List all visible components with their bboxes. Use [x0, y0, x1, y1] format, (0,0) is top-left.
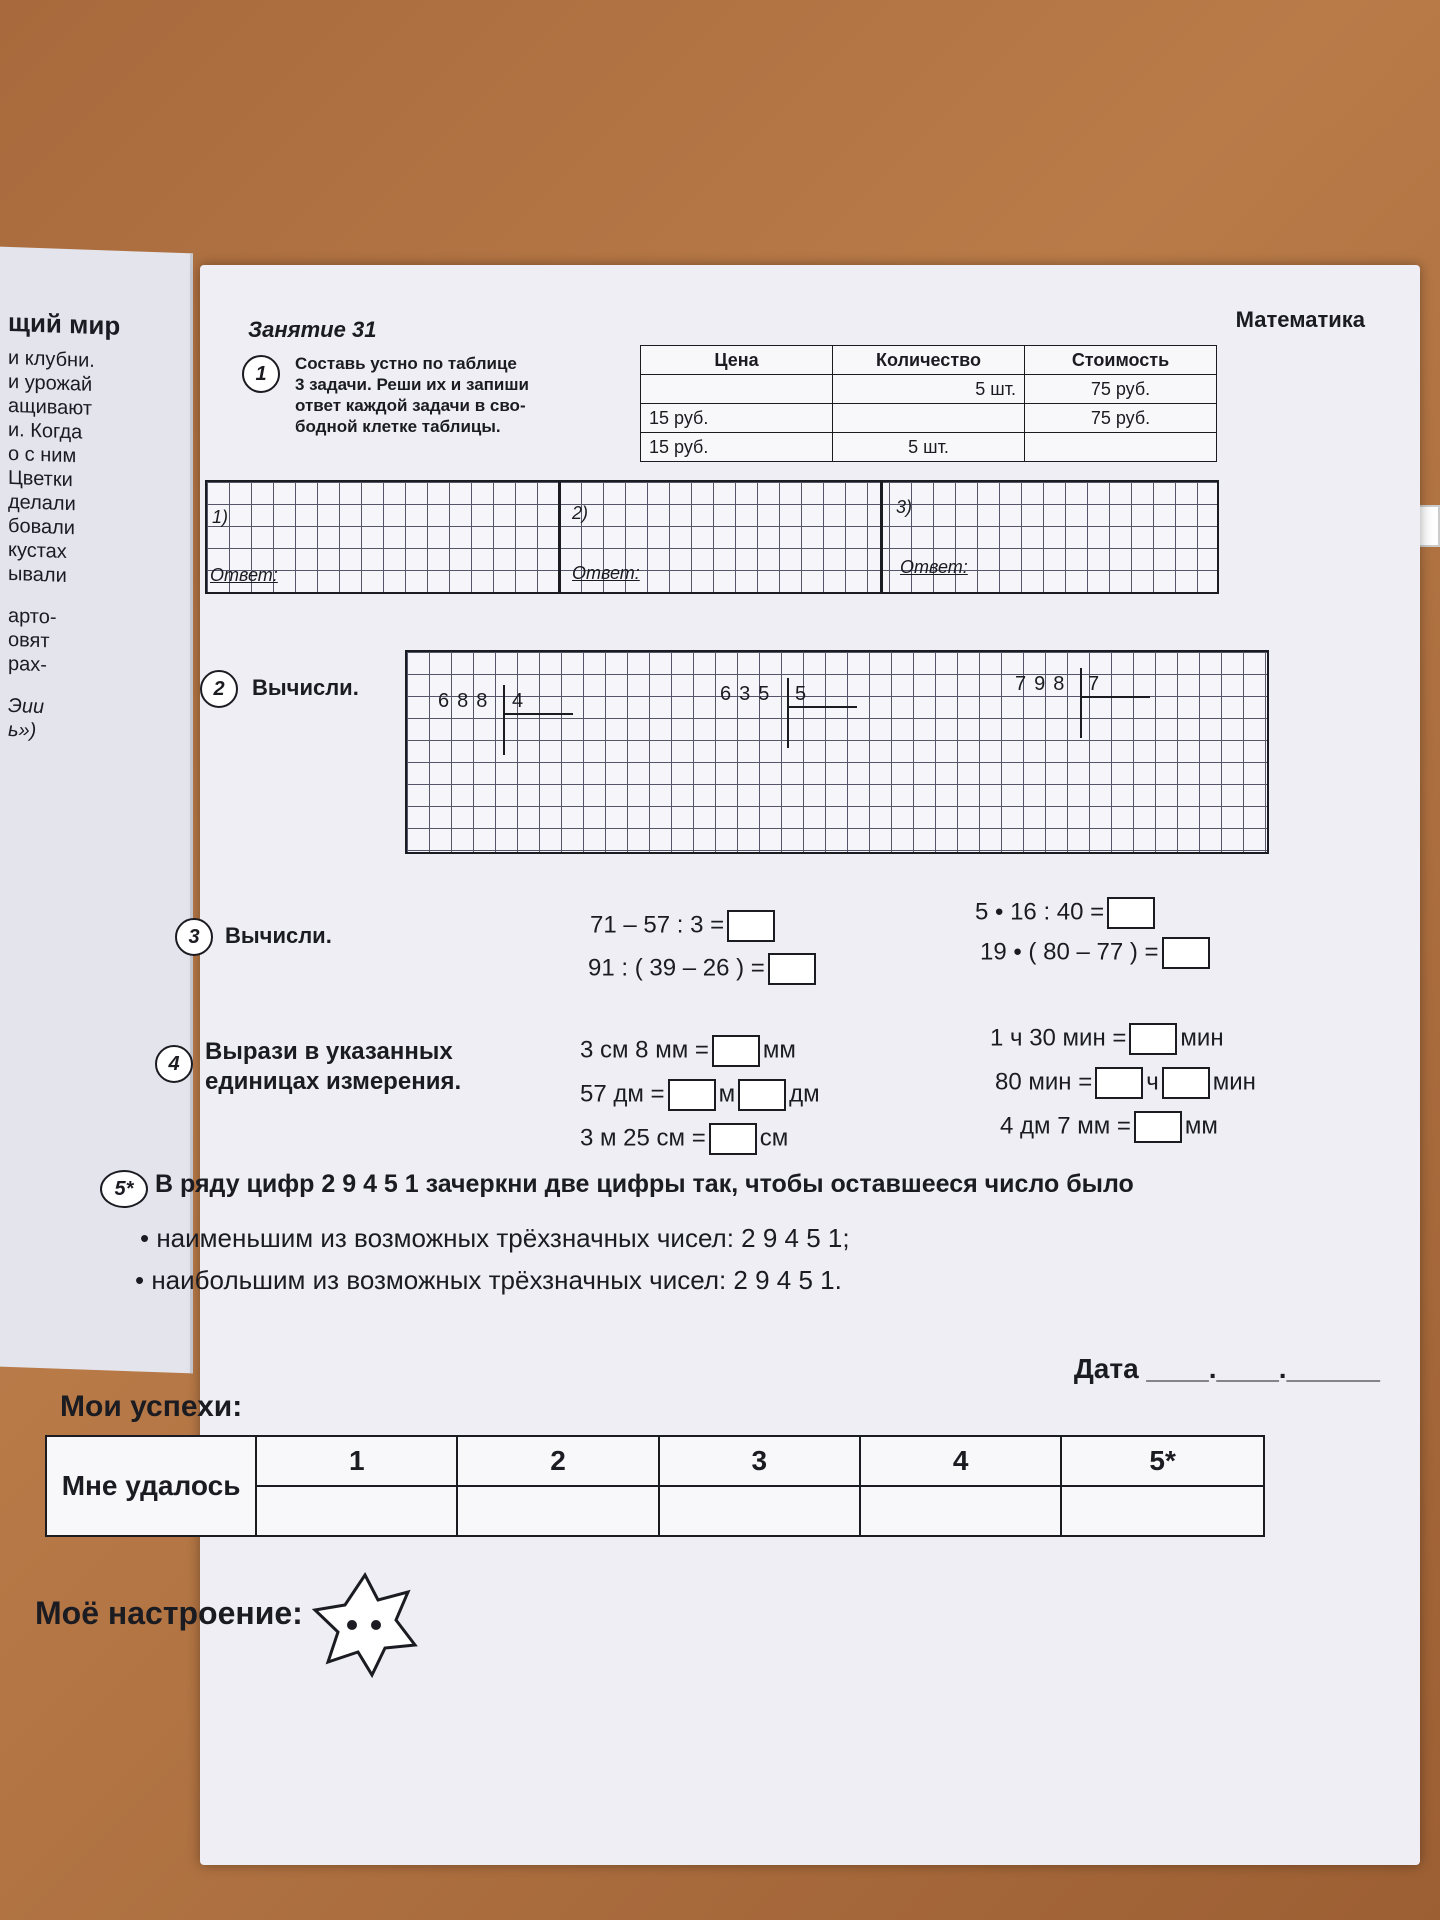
conversion-item: 3 см 8 мм = мм: [580, 1035, 796, 1067]
task-number-badge: 5*: [100, 1170, 148, 1208]
grid-label: 3): [896, 497, 913, 517]
division-bar: [787, 678, 789, 748]
subject-title: Математика: [1235, 307, 1365, 332]
table-cell[interactable]: [641, 375, 833, 404]
left-page-line: о с ним: [8, 442, 77, 468]
answer-box[interactable]: [712, 1035, 760, 1067]
answer-label: Ответ:: [210, 565, 278, 585]
answer-box[interactable]: [1134, 1111, 1182, 1143]
left-page-line: рах-: [8, 652, 47, 677]
table-cell[interactable]: 75 руб.: [1025, 375, 1217, 404]
success-column-header: 1: [256, 1436, 457, 1486]
left-page-line: и. Когда: [8, 418, 83, 444]
expression: 5 • 16 : 40 =: [975, 897, 1158, 929]
division-bar: [503, 685, 505, 755]
left-page-line: овят: [8, 628, 50, 653]
task1-answer-grid[interactable]: [205, 480, 1219, 594]
conversion-item: 80 мин = ч мин: [995, 1067, 1256, 1099]
task-number-badge: 1: [242, 355, 280, 393]
answer-box[interactable]: [1107, 897, 1155, 929]
task5-text: В ряду цифр 2 9 4 5 1 зачеркни две цифры так, чтобы оставшееся число было: [155, 1170, 1134, 1198]
date-field[interactable]: Дата ____.____.______: [1073, 1353, 1380, 1384]
grid-label: 2): [572, 503, 589, 523]
task1-line: 3 задачи. Реши их и запиши: [295, 375, 529, 394]
price-table: [640, 345, 1217, 462]
success-row-label: Мне удалось: [46, 1436, 256, 1536]
success-column-header: 2: [457, 1436, 658, 1486]
task4-title-line: единицах измерения.: [205, 1068, 462, 1095]
left-page-line: делали: [8, 490, 76, 516]
left-page: [0, 247, 193, 1374]
task5-bullet: • наибольшим из возможных трёхзначных чисел: 2 9 4 5 1.: [135, 1265, 842, 1295]
left-page-line: Цветки: [8, 466, 73, 492]
answer-box[interactable]: [768, 953, 816, 985]
task1-line: ответ каждой задачи в сво-: [295, 396, 526, 415]
table-cell[interactable]: 5 шт.: [833, 433, 1025, 462]
left-page-line: бовали: [8, 514, 75, 540]
left-page-title: щий мир: [8, 306, 121, 341]
conversion-item: 1 ч 30 мин = мин: [990, 1023, 1224, 1055]
table-row: [641, 375, 1217, 404]
answer-box[interactable]: [709, 1123, 757, 1155]
table-row: [46, 1436, 1264, 1486]
mood-star-icon[interactable]: [310, 1570, 420, 1680]
left-page-line: арто-: [8, 604, 57, 629]
task-number-badge: 2: [200, 670, 238, 708]
left-page-line: и клубни.: [8, 346, 95, 372]
success-cell[interactable]: [1061, 1486, 1264, 1536]
mood-label: Моё настроение:: [35, 1595, 303, 1631]
table-header: Стоимость: [1025, 346, 1217, 375]
division-bar: [1080, 668, 1082, 738]
divisor: 4: [512, 690, 532, 712]
table-cell[interactable]: 75 руб.: [1025, 404, 1217, 433]
answer-box[interactable]: [1162, 937, 1210, 969]
task4-title-line: Вырази в указанных: [205, 1038, 453, 1065]
dividend: 688: [438, 690, 496, 712]
lesson-title: Занятие 31: [248, 317, 377, 342]
answer-box[interactable]: [1129, 1023, 1177, 1055]
table-cell[interactable]: 15 руб.: [641, 404, 833, 433]
task1-line: бодной клетке таблицы.: [295, 417, 501, 436]
table-cell[interactable]: [833, 404, 1025, 433]
success-title: Мои успехи:: [60, 1390, 243, 1423]
dividend: 798: [1015, 673, 1073, 695]
division-bar: [787, 706, 857, 708]
table-cell[interactable]: 5 шт.: [833, 375, 1025, 404]
answer-label: Ответ:: [900, 557, 968, 577]
grid-label: 1): [212, 507, 229, 527]
expression: 19 • ( 80 – 77 ) =: [980, 937, 1213, 969]
success-cell[interactable]: [256, 1486, 457, 1536]
task2-title: Вычисли.: [252, 675, 359, 700]
task-number-badge: 4: [155, 1045, 193, 1083]
expression: 71 – 57 : 3 =: [590, 910, 778, 942]
answer-box[interactable]: [727, 910, 775, 942]
table-row: [641, 404, 1217, 433]
task2-division-grid[interactable]: [405, 650, 1269, 854]
task4-title: [205, 1037, 461, 1097]
answer-box[interactable]: [1162, 1067, 1210, 1099]
table-header: Цена: [641, 346, 833, 375]
success-column-header: 4: [860, 1436, 1061, 1486]
left-page-line: ывали: [8, 562, 67, 587]
answer-box[interactable]: [668, 1079, 716, 1111]
answer-box[interactable]: [738, 1079, 786, 1111]
left-page-line: кустах: [8, 538, 67, 563]
conversion-item: 4 дм 7 мм = мм: [1000, 1111, 1218, 1143]
table-cell[interactable]: 15 руб.: [641, 433, 833, 462]
left-page-line: и урожай: [8, 370, 93, 396]
answer-box[interactable]: [1095, 1067, 1143, 1099]
left-page-line: ь»): [8, 718, 37, 742]
left-page-line: ащивают: [8, 394, 92, 420]
success-cell[interactable]: [659, 1486, 860, 1536]
division-bar: [1080, 696, 1150, 698]
expression: 91 : ( 39 – 26 ) =: [588, 953, 819, 985]
success-cell[interactable]: [457, 1486, 658, 1536]
success-table: [45, 1435, 1265, 1537]
task1-line: Составь устно по таблице: [295, 354, 517, 373]
success-column-header: 5*: [1061, 1436, 1264, 1486]
division-bar: [503, 713, 573, 715]
dividend: 635: [720, 683, 778, 705]
task3-title: Вычисли.: [225, 923, 332, 948]
table-cell[interactable]: [1025, 433, 1217, 462]
grid-divider: [880, 480, 883, 594]
success-cell[interactable]: [860, 1486, 1061, 1536]
task-number-badge: 3: [175, 918, 213, 956]
conversion-item: 57 дм = м дм: [580, 1079, 820, 1111]
left-page-line: Эии: [8, 694, 45, 719]
divisor: 5: [795, 683, 815, 705]
success-column-header: 3: [659, 1436, 860, 1486]
task1-instructions: [295, 353, 529, 437]
table-row: [641, 433, 1217, 462]
task5-bullet: • наименьшим из возможных трёхзначных чисел: 2 9 4 5 1;: [140, 1223, 850, 1253]
answer-label: Ответ:: [572, 563, 640, 583]
table-header: Количество: [833, 346, 1025, 375]
divisor: 7: [1088, 673, 1108, 695]
grid-divider: [558, 480, 561, 594]
conversion-item: 3 м 25 см = см: [580, 1123, 788, 1155]
